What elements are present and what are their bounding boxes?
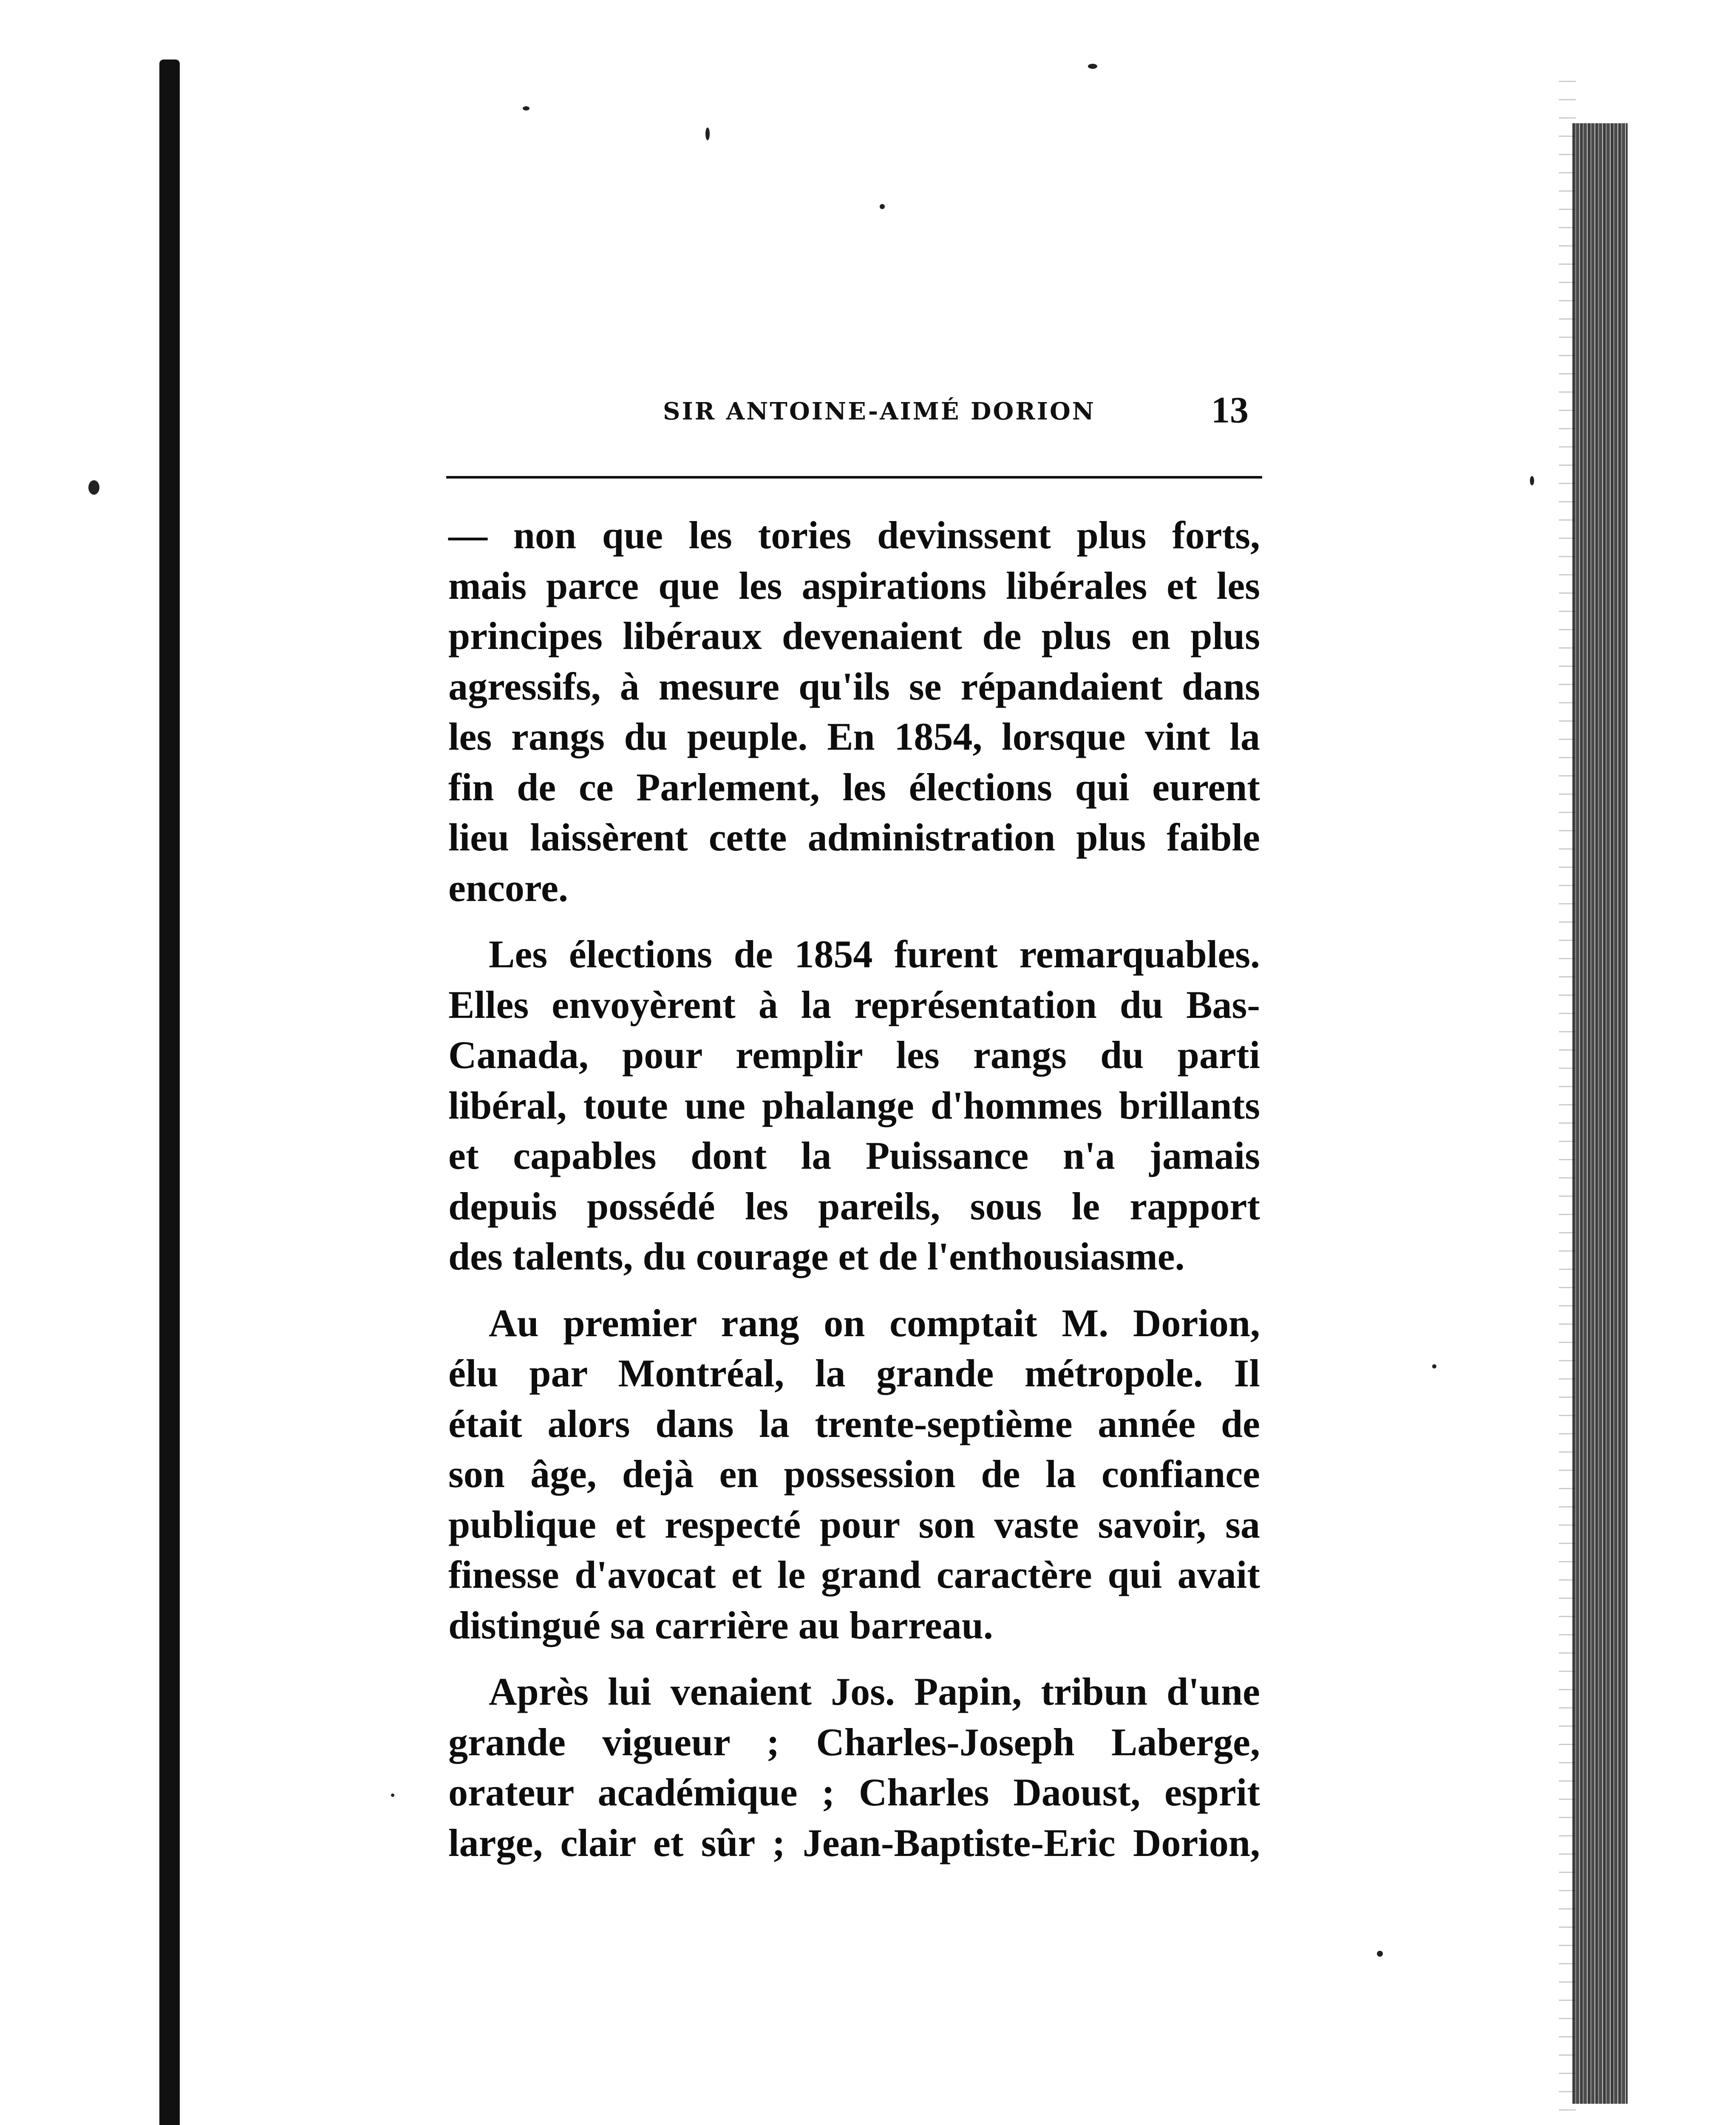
text-line: — non que les tories devinssent plus forts,	[448, 513, 1260, 557]
text-line: encore.	[448, 866, 568, 910]
text-line: fin de ce Parlement, les élections qui eurent	[448, 765, 1260, 809]
text-line: Après lui venaient Jos. Papin, tribun d'une	[489, 1670, 1260, 1713]
paragraph	[448, 510, 1260, 913]
header-rule	[446, 476, 1262, 479]
text-line: était alors dans la trente-septième année de	[448, 1402, 1260, 1445]
scan-binding-edge-left	[159, 60, 180, 2125]
text-line: Canada, pour remplir les rangs du parti	[448, 1033, 1260, 1077]
scan-speck	[523, 106, 530, 110]
text-line: depuis possédé les pareils, sous le rapport	[448, 1184, 1260, 1228]
text-line: Elles envoyèrent à la représentation du Bas-	[448, 983, 1260, 1026]
text-line: mais parce que les aspirations libérales et les	[448, 564, 1260, 607]
scan-speck	[1432, 1364, 1436, 1368]
page-number: 13	[1211, 390, 1249, 431]
scan-speck	[391, 1794, 394, 1797]
text-line: lieu laissèrent cette administration plus faible	[448, 816, 1260, 859]
scan-speck	[880, 204, 885, 209]
paragraph-gap	[448, 1282, 1260, 1298]
paragraph-gap	[448, 913, 1260, 929]
text-line: et capables dont la Puissance n'a jamais	[448, 1134, 1260, 1177]
text-line: agressifs, à mesure qu'ils se répandaient dans	[448, 664, 1260, 708]
text-line: élu par Montréal, la grande métropole. Il	[448, 1352, 1260, 1395]
text-line: large, clair et sûr ; Jean-Baptiste-Eric Dorion,	[448, 1821, 1260, 1864]
paragraph	[448, 929, 1260, 1282]
text-line: libéral, toute une phalange d'hommes brillants	[448, 1083, 1260, 1127]
text-line: son âge, dejà en possession de la confiance	[448, 1452, 1260, 1496]
text-line: Au premier rang on comptait M. Dorion,	[489, 1301, 1260, 1345]
text-line: orateur académique ; Charles Daoust, esprit	[448, 1771, 1260, 1814]
scan-speck	[1088, 64, 1097, 69]
text-line: principes libéraux devenaient de plus en plus	[448, 614, 1260, 657]
running-head: SIR ANTOINE-AIMÉ DORION	[663, 397, 1096, 425]
text-line: finesse d'avocat et le grand caractère qui avait	[448, 1553, 1260, 1596]
body-text	[448, 510, 1260, 1868]
paragraph	[448, 1666, 1260, 1868]
scan-binding-edge-right	[1572, 123, 1628, 2104]
paragraph-gap	[448, 1650, 1260, 1666]
text-line: grande vigueur ; Charles-Joseph Laberge,	[448, 1720, 1260, 1764]
text-line: distingué sa carrière au barreau.	[448, 1603, 993, 1647]
text-line: Les élections de 1854 furent remarquables.	[489, 932, 1260, 976]
text-line: les rangs du peuple. En 1854, lorsque vint la	[448, 715, 1260, 758]
scan-speck	[1530, 476, 1534, 485]
text-line: publique et respecté pour son vaste savoir, sa	[448, 1502, 1260, 1546]
paragraph	[448, 1298, 1260, 1651]
scan-speck	[705, 128, 710, 140]
scan-speck	[88, 480, 99, 495]
scan-speck	[1377, 1951, 1383, 1957]
text-line: des talents, du courage et de l'enthousiasme.	[448, 1235, 1185, 1278]
